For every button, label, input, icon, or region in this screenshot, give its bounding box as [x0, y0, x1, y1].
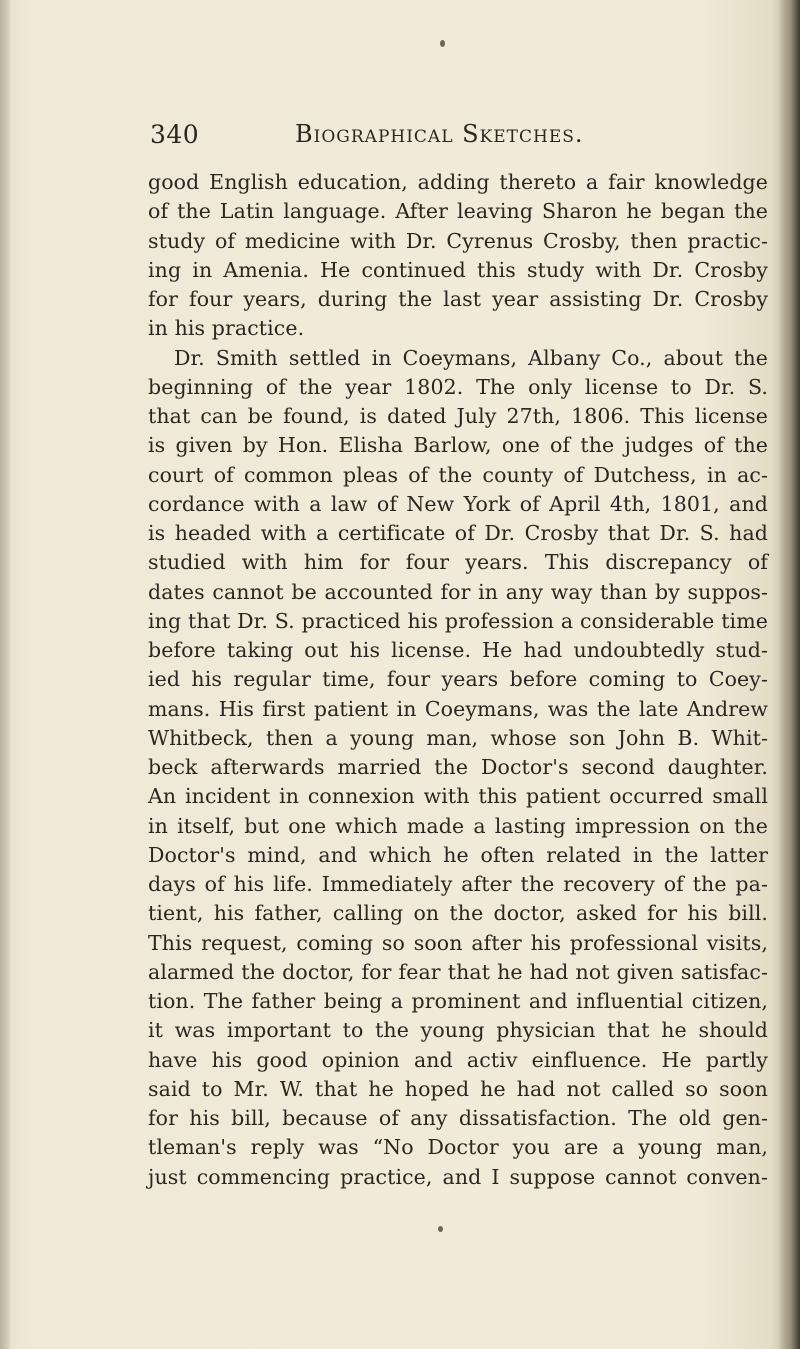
text-line: have his good opinion and activ einfluence. He partly	[148, 1047, 768, 1072]
text-line: days of his life. Immediately after the recovery of the pa-	[148, 872, 768, 896]
page-number: 340	[150, 120, 200, 149]
text-line: study of medicine with Dr. Cyrenus Crosby, then practic-	[148, 228, 768, 253]
text-line: it was important to the young physician that he should	[148, 1018, 768, 1043]
running-title: Biographical Sketches.	[295, 120, 584, 148]
text-line: is headed with a certificate of Dr. Crosby that Dr. S. had	[148, 521, 768, 545]
text-line: ing that Dr. S. practiced his profession a considerable time	[148, 608, 768, 633]
text-line: studied with him for four years. This discrepancy of	[148, 550, 768, 575]
text-line: ied his regular time, four years before coming to Coey-	[148, 667, 768, 692]
text-line: in itself, but one which made a lasting impression on the	[148, 813, 768, 838]
text-line: beck afterwards married the Doctor's second daughter.	[148, 755, 768, 779]
text-line: An incident in connexion with this patient occurred small	[148, 784, 768, 809]
text-line: Whitbeck, then a young man, whose son John B. Whit-	[148, 725, 768, 750]
text-line: tleman's reply was “No Doctor you are a young man,	[148, 1135, 768, 1160]
text-line: for four years, during the last year assisting Dr. Crosby	[148, 287, 768, 311]
text-line: said to Mr. W. that he hoped he had not called so soon	[148, 1076, 768, 1101]
page-header	[150, 120, 770, 160]
text-line: tient, his father, calling on the doctor, asked for his bill.	[148, 901, 768, 926]
text-line: Doctor's mind, and which he often related in the latter	[148, 842, 768, 867]
text-line: for his bill, because of any dissatisfaction. The old gen-	[148, 1106, 768, 1130]
text-line: This request, coming so soon after his professional visits,	[148, 930, 768, 955]
text-line: tion. The father being a prominent and influential citizen,	[148, 989, 768, 1013]
text-line: cordance with a law of New York of April 4th, 1801, and	[148, 491, 768, 516]
text-line: before taking out his license. He had undoubtedly stud-	[148, 638, 768, 662]
text-line: of the Latin language. After leaving Sharon he began the	[148, 199, 768, 224]
ink-speck	[438, 1226, 443, 1232]
text-line: court of common pleas of the county of Dutchess, in ac-	[148, 462, 768, 487]
text-line: dates cannot be accounted for in any way than by suppos-	[148, 579, 768, 604]
text-line: that can be found, is dated July 27th, 1806. This license	[148, 404, 768, 428]
text-line: just commencing practice, and I suppose cannot conven-	[148, 1164, 768, 1189]
text-line: Dr. Smith settled in Coeymans, Albany Co., about the	[174, 345, 768, 370]
text-line: ing in Amenia. He continued this study with Dr. Crosby	[148, 257, 768, 282]
page-edge-shadow	[778, 0, 800, 1349]
page-gutter-shadow	[0, 0, 10, 1349]
text-line: is given by Hon. Elisha Barlow, one of the judges of the	[148, 433, 768, 458]
body-text	[148, 168, 768, 1192]
text-line: alarmed the doctor, for fear that he had not given satisfac-	[148, 959, 768, 984]
text-line: mans. His first patient in Coeymans, was the late Andrew	[148, 696, 768, 721]
text-line: beginning of the year 1802. The only license to Dr. S.	[148, 374, 768, 399]
text-line: good English education, adding thereto a fair knowledge	[148, 170, 768, 194]
ink-speck	[440, 40, 445, 47]
text-line: in his practice.	[148, 316, 305, 341]
